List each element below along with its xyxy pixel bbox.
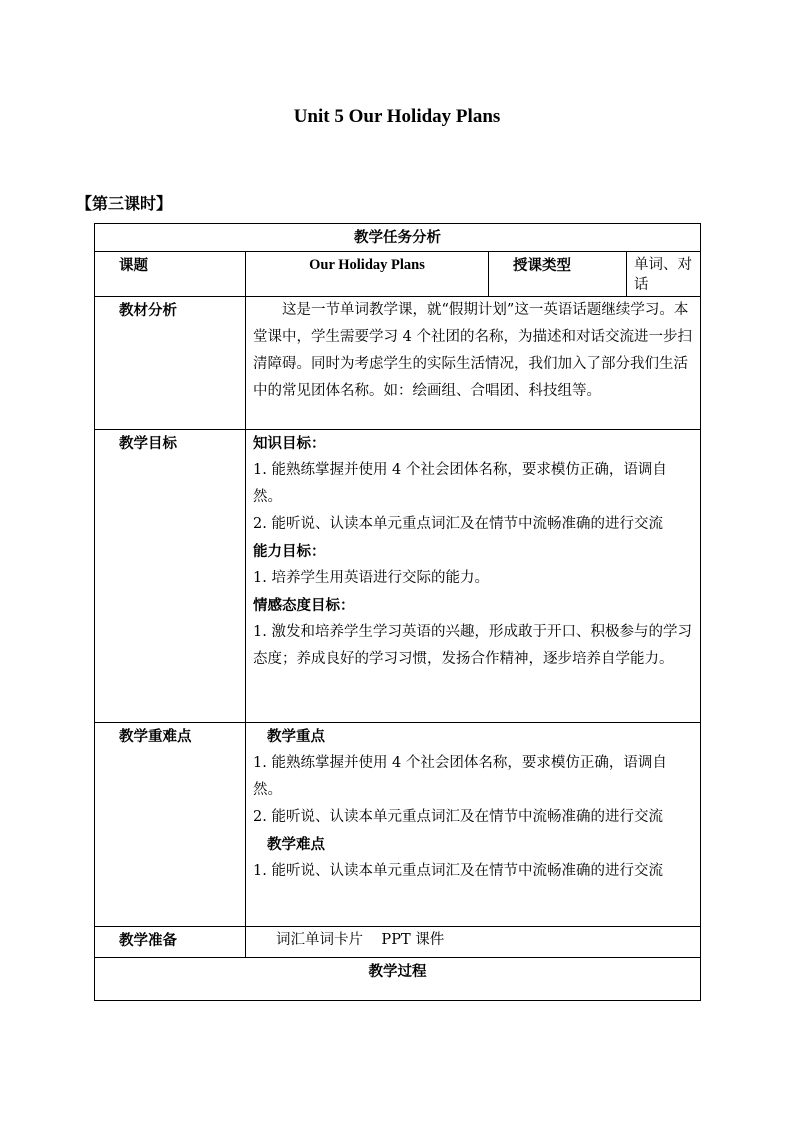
ability-item-1: 1. 培养学生用英语进行交际的能力。 xyxy=(253,570,489,586)
table-header: 教学任务分析 xyxy=(95,224,701,252)
topic-label: 课题 xyxy=(95,252,246,297)
key-points-content xyxy=(246,723,701,927)
knowledge-item-2: 2. 能听说、认读本单元重点词汇及在情节中流畅准确的进行交流 xyxy=(253,516,663,532)
emotion-title: 情感态度目标： xyxy=(253,597,355,614)
lesson-label: 【第三课时】 xyxy=(76,194,173,213)
preparation-label: 教学准备 xyxy=(95,927,246,958)
lesson-plan-table xyxy=(94,223,701,1001)
focus-title: 教学重点 xyxy=(267,728,325,745)
goals-content xyxy=(246,430,701,723)
difficulty-title: 教学难点 xyxy=(267,836,325,853)
material-text: 这是一节单词教学课，就“假期计划”这一英语话题继续学习。本堂课中，学生需要学习 4 个社团的名称，为描述和对话交流进一步扫清障碍。同时为考虑学生的实际生活情况，我们加入了部分我们生活中的常见团体名称。如：绘画组、合唱团、科技组等。 xyxy=(246,297,701,430)
knowledge-item-1: 1. 能熟练掌握并使用 4 个社会团体名称，要求模仿正确，语调自然。 xyxy=(253,462,667,505)
topic-value: Our Holiday Plans xyxy=(246,252,489,297)
difficulty-item-1: 1. 能听说、认读本单元重点词汇及在情节中流畅准确的进行交流 xyxy=(253,863,663,879)
emotion-item-1: 1. 激发和培养学生学习英语的兴趣，形成敢于开口、积极参与的学习态度；养成良好的学习习惯，发扬合作精神，逐步培养自学能力。 xyxy=(253,624,692,667)
knowledge-title: 知识目标： xyxy=(253,435,326,452)
preparation-value: 词汇单词卡片 PPT 课件 xyxy=(246,927,701,958)
lesson-type-value: 单词、对话 xyxy=(627,252,701,297)
focus-item-1: 1. 能熟练掌握并使用 4 个社会团体名称，要求模仿正确，语调自然。 xyxy=(253,755,667,798)
document-title: Unit 5 Our Holiday Plans xyxy=(293,106,501,127)
process-heading: 教学过程 xyxy=(95,958,701,1001)
ability-title: 能力目标： xyxy=(253,543,326,560)
key-points-label: 教学重难点 xyxy=(95,723,246,927)
material-label: 教材分析 xyxy=(95,297,246,430)
lesson-type-label: 授课类型 xyxy=(489,252,627,297)
focus-item-2: 2. 能听说、认读本单元重点词汇及在情节中流畅准确的进行交流 xyxy=(253,809,663,825)
goals-label: 教学目标 xyxy=(95,430,246,723)
